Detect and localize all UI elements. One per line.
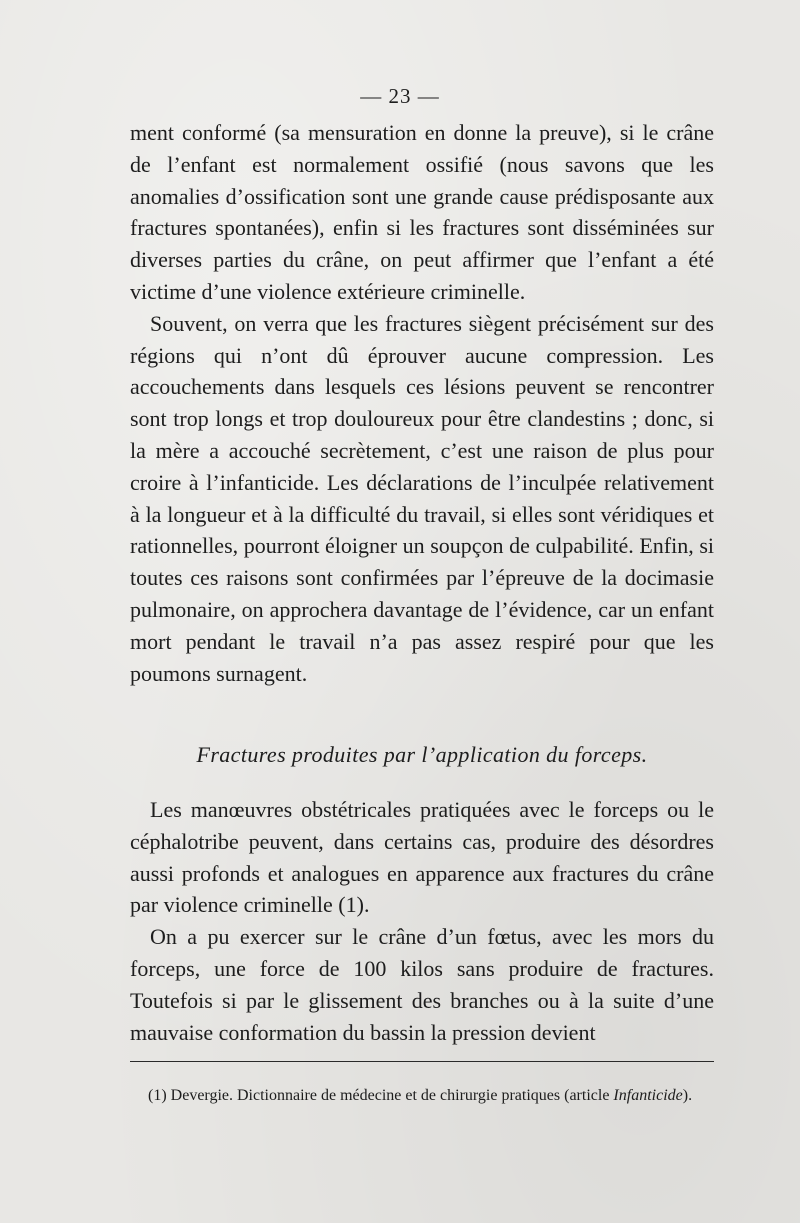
paragraph-2: Souvent, on verra que les fractures siègent précisément sur des régions qui n’ont dû éprouver aucune compression. Les accouchements dans lesquels ces lésions peuvent se rencontrer sont trop longs et trop douloureux pour être clandestins ; donc, si la mère a accouché secrètement, c’est une raison de plus pour croire à l’infanticide. Les déclarations de l’inculpée relativement à la longueur et à la difficulté du travail, si elles sont véridiques et rationnelles, pourront éloigner un soupçon de culpabilité. Enfin, si toutes ces raisons sont confirmées par l’épreuve de la docimasie pulmonaire, on approchera davantage de l’évidence, car un enfant mort pendant le travail n’a pas assez respiré pour que les poumons surnagent. [130, 310, 714, 686]
page-number: — 23 — [360, 84, 440, 108]
paragraph-3: Les manœuvres obstétricales pratiquées avec le forceps ou le céphalotribe peuvent, dans certains cas, produire des désordres aussi profonds et analogues en apparence aux fractures du crâne par violence criminelle (1). [130, 797, 714, 918]
footnote [130, 1082, 714, 1109]
body-text-top [130, 117, 714, 689]
footnote-end: ). [682, 1087, 693, 1104]
footnote-italic-term: Infanticide [613, 1087, 683, 1104]
paragraph-4: On a pu exercer sur le crâne d’un fœtus, avec les mors du forceps, une force de 100 kilos sans produire de fractures. Toutefois si par le glissement des branches ou à la suite d’une mauvaise conformation du bassin la pression devient [130, 924, 714, 1045]
footnote-text: (1) Devergie. Dictionnaire de médecine et de chirurgie pratiques (article [148, 1087, 614, 1104]
paragraph-1: ment conformé (sa mensuration en donne la preuve), si le crâne de l’enfant est normalement ossifié (nous savons que les anomalies d’ossification sont une grande cause prédisposante aux fractures spontanées), enfin si les fractures sont disséminées sur diverses parties du crâne, on peut affirmer que l’enfant a été victime d’une violence extérieure criminelle. [130, 120, 714, 304]
section-heading: Fractures produites par l’application du forceps. [196, 742, 648, 767]
body-text-bottom [130, 794, 714, 1048]
footnote-divider [130, 1061, 714, 1062]
